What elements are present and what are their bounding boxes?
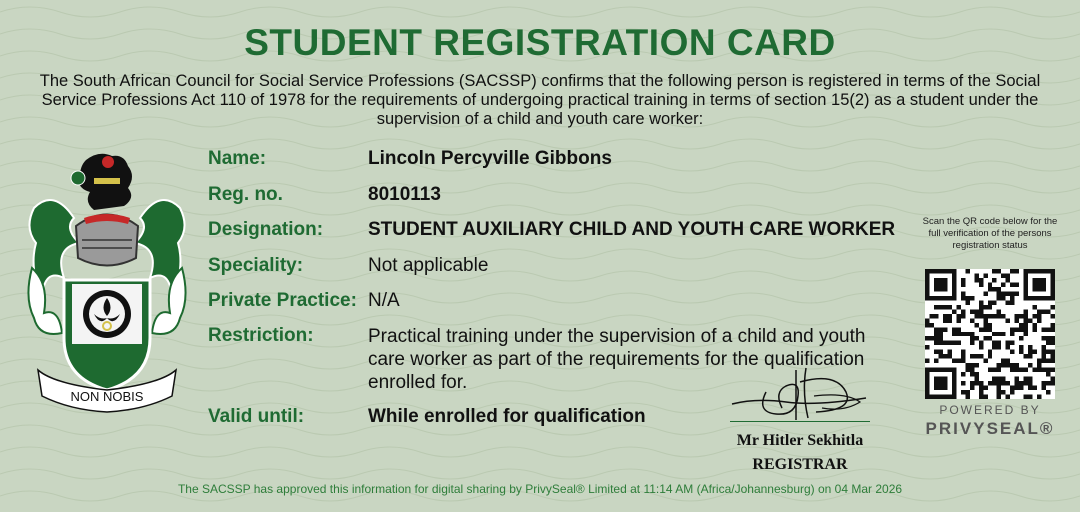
registrar-signature-icon — [726, 362, 876, 424]
restriction-label: Restriction: — [208, 325, 314, 346]
designation-value: STUDENT AUXILIARY CHILD AND YOUTH CARE WORKER — [368, 219, 896, 240]
speciality-value: Not applicable — [368, 255, 489, 276]
privyseal-logo: PRIVYSEAL® — [925, 419, 1055, 438]
card-title: STUDENT REGISTRATION CARD — [244, 22, 836, 63]
card-intro-text: The South African Council for Social Service Professions (SACSSP) confirms that the following person is registered in terms of the Social Service Professions Act 110 of 1978 for the requirements of undergoing practical training in terms of section 15(2) as a student under the supervision of a child and youth care worker: — [39, 72, 1041, 128]
valid-until-value: While enrolled for qualification — [368, 406, 646, 427]
name-label: Name: — [208, 148, 267, 169]
private-practice-value: N/A — [368, 290, 400, 311]
powered-by-label: POWERED BY — [939, 403, 1041, 417]
valid-until-label: Valid until: — [208, 406, 305, 427]
restriction-value: Practical training under the supervision of a child and youth care worker as part of the requirements for the qualification enrolled for. — [368, 326, 866, 393]
footer-disclaimer: The SACSSP has approved this information for digital sharing by PrivySeal® Limited at 11:14 AM (Africa/Johannesburg) on 04 Mar 2026 — [177, 482, 903, 496]
sacssp-coat-of-arms-icon — [24, 148, 190, 413]
signature-line — [730, 421, 870, 422]
crest-motto: NON NOBIS — [70, 389, 144, 404]
private-practice-label: Private Practice: — [208, 290, 357, 311]
designation-label: Designation: — [208, 219, 324, 240]
speciality-label: Speciality: — [208, 255, 304, 276]
registrar-name: Mr Hitler Sekhitla — [736, 432, 864, 449]
qr-instruction: Scan the QR code below for the full verification of the persons registration status — [922, 216, 1058, 251]
registrar-title: REGISTRAR — [752, 456, 848, 473]
name-value: Lincoln Percyville Gibbons — [368, 148, 612, 169]
reg-no-value: 8010113 — [368, 184, 441, 205]
reg-no-label: Reg. no. — [208, 184, 283, 205]
qr-code-icon[interactable] — [925, 269, 1055, 399]
